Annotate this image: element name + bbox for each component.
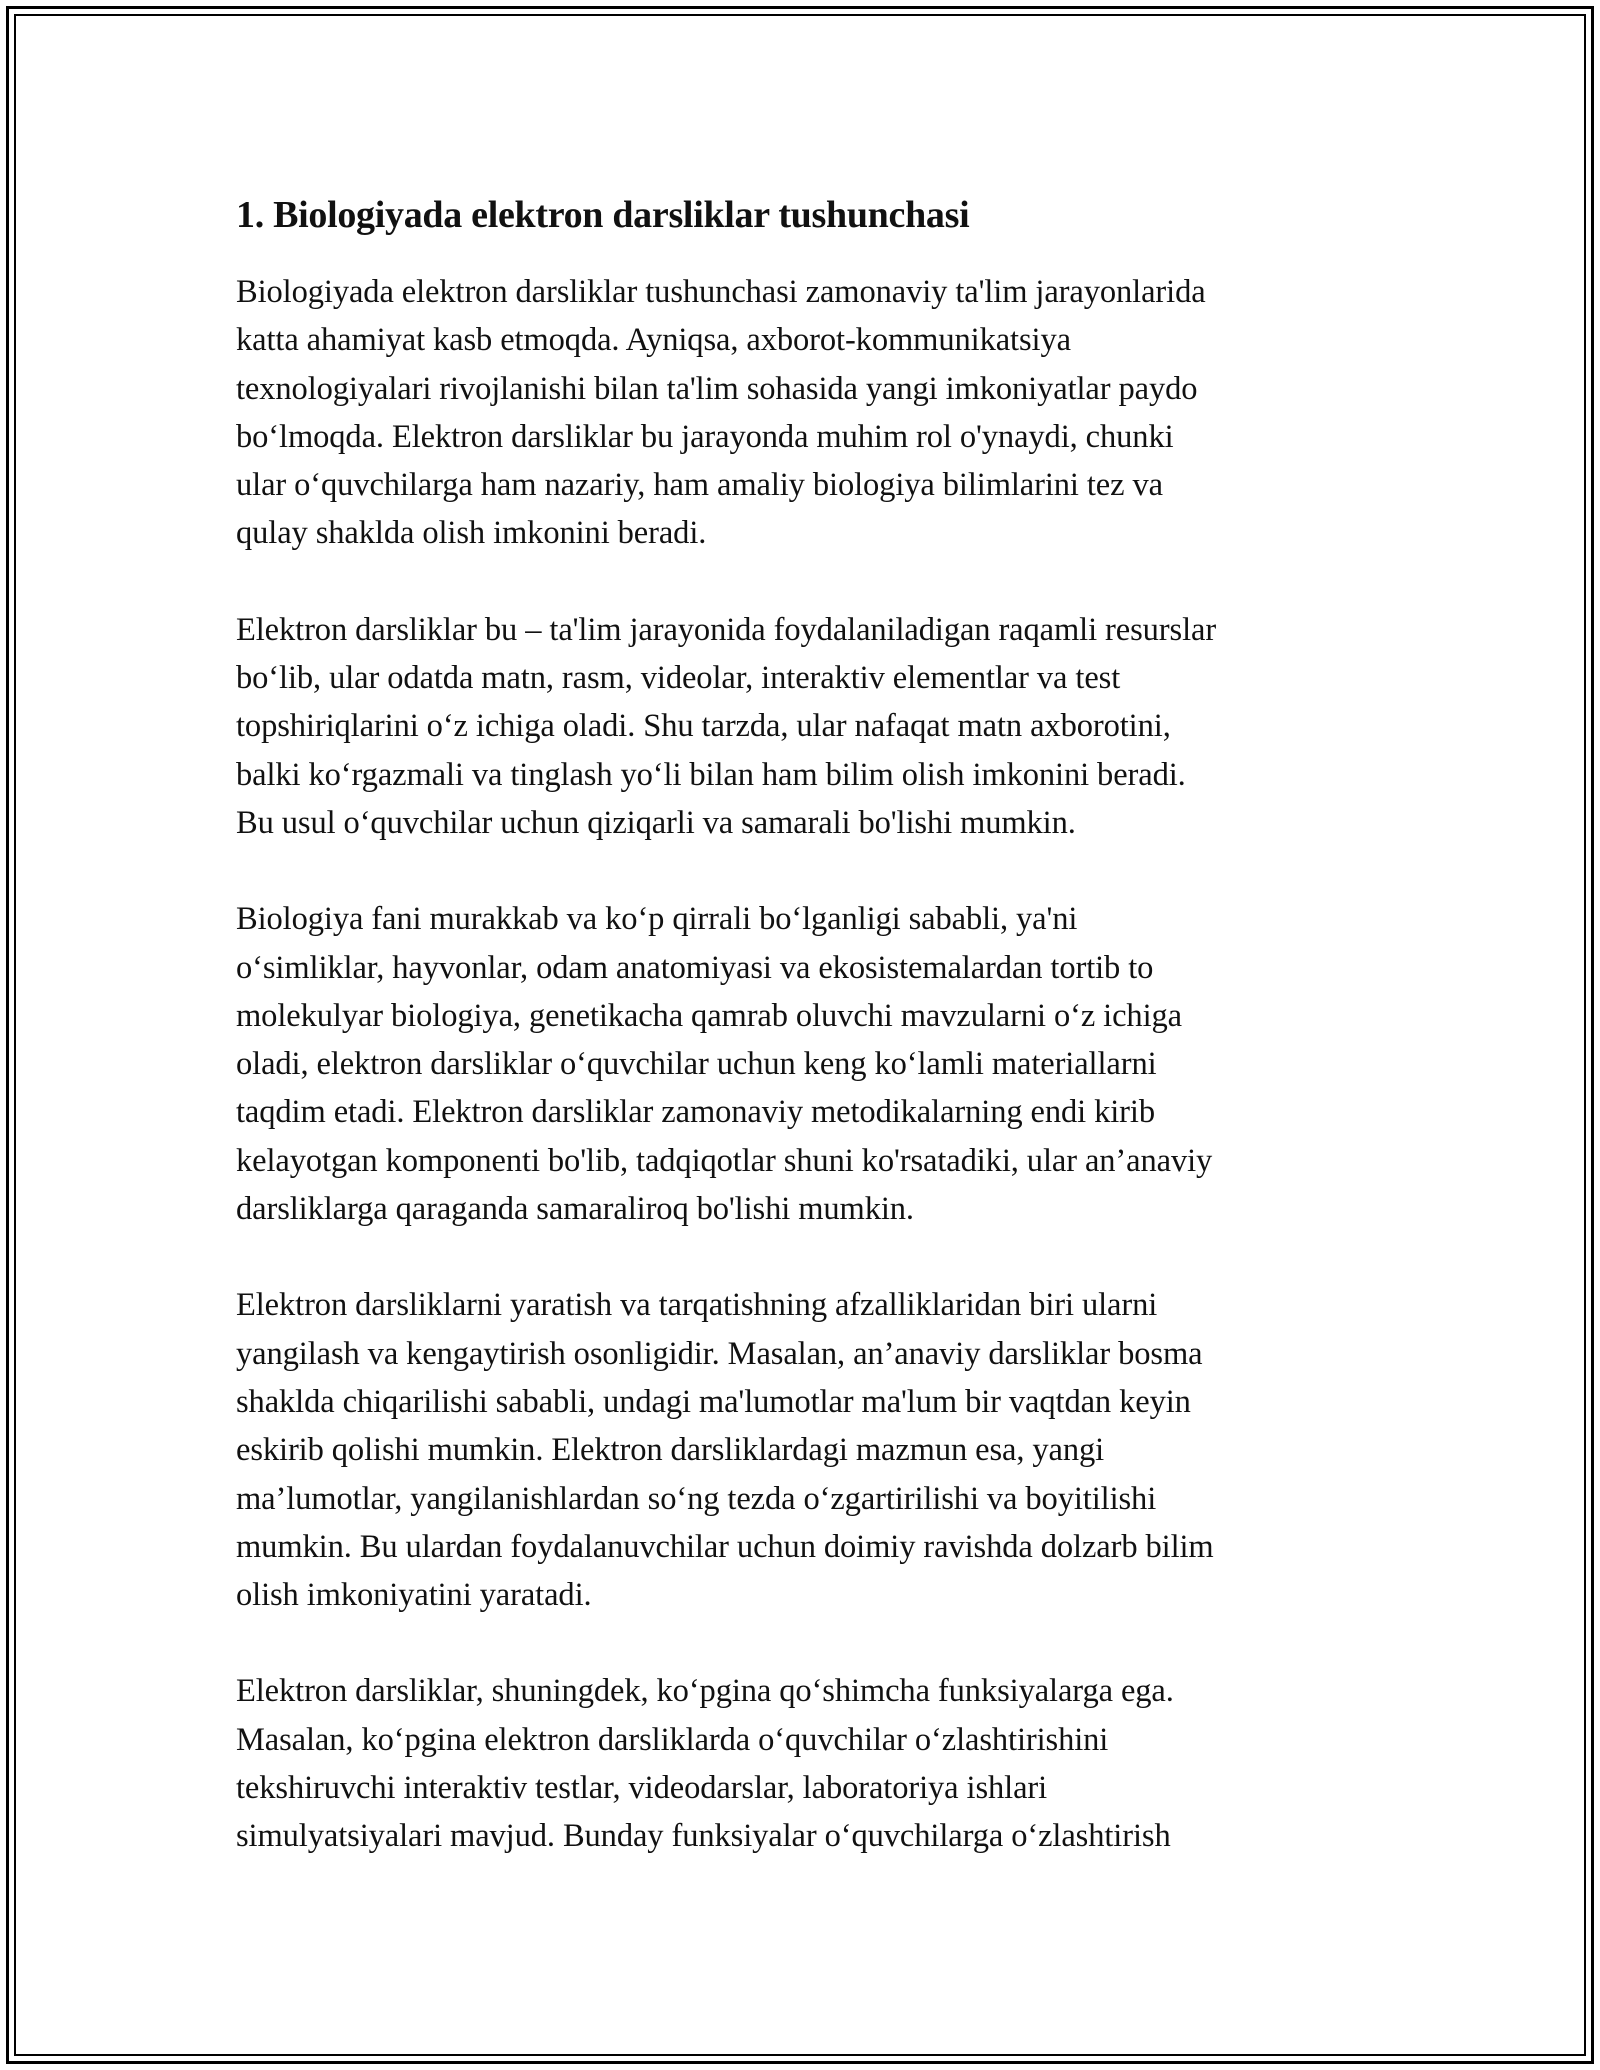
paragraph-3 [236,895,1356,1233]
text-line: kelayotgan komponenti bo'lib, tadqiqotlar shuni ko'rsatadiki, ular an’anaviy [236,1142,1213,1179]
paragraph-5 [236,1667,1356,1860]
document-body [236,184,1356,1861]
section-heading: 1. Biologiyada elektron darsliklar tushunchasi [236,194,970,236]
text-line: mumkin. Bu ulardan foydalanuvchilar uchun doimiy ravishda dolzarb bilim [236,1528,1214,1565]
text-line: topshiriqlarini o‘z ichiga oladi. Shu tarzda, ular nafaqat matn axborotini, [236,708,1171,745]
text-line: Bu usul o‘quvchilar uchun qiziqarli va samarali bo'lishi mumkin. [236,804,1076,841]
paragraph-2 [236,606,1356,847]
text-line: Elektron darsliklar bu – ta'lim jarayonida foydalaniladigan raqamli resurslar [236,611,1217,648]
text-line: qulay shaklda olish imkonini beradi. [236,515,707,552]
text-line: eskirib qolishi mumkin. Elektron darsliklardagi mazmun esa, yangi [236,1432,1105,1469]
text-line: texnologiyalari rivojlanishi bilan ta'lim sohasida yangi imkoniyatlar paydo [236,370,1198,407]
text-line: Elektron darsliklar, shuningdek, ko‘pgina qo‘shimcha funksiyalarga ega. [236,1673,1174,1710]
text-line: simulyatsiyalari mavjud. Bunday funksiyalar o‘quvchilarga o‘zlashtirish [236,1818,1171,1855]
text-line: ular o‘quvchilarga ham nazariy, ham amaliy biologiya bilimlarini tez va [236,467,1163,504]
text-line: balki ko‘rgazmali va tinglash yo‘li bilan ham bilim olish imkonini beradi. [236,756,1186,793]
text-line: katta ahamiyat kasb etmoqda. Ayniqsa, axborot-kommunikatsiya [236,322,1071,359]
text-line: molekulyar biologiya, genetikacha qamrab oluvchi mavzularni o‘z ichiga [236,997,1182,1034]
text-line: bo‘lib, ular odatda matn, rasm, videolar, interaktiv elementlar va test [236,660,1121,697]
text-line: tekshiruvchi interaktiv testlar, videodarslar, laboratoriya ishlari [236,1770,1048,1807]
text-line: shaklda chiqarilishi sababli, undagi ma'lumotlar ma'lum bir vaqtdan keyin [236,1383,1191,1420]
text-line: bo‘lmoqda. Elektron darsliklar bu jarayonda muhim rol o'ynaydi, chunki [236,418,1174,455]
text-line: o‘simliklar, hayvonlar, odam anatomiyasi va ekosistemalardan tortib to [236,949,1154,986]
text-line: oladi, elektron darsliklar o‘quvchilar uchun keng ko‘lamli materiallarni [236,1046,1157,1083]
text-line: darsliklarga qaraganda samaraliroq bo'lishi mumkin. [236,1191,914,1228]
paragraph-4 [236,1281,1356,1619]
text-line: Biologiyada elektron darsliklar tushunchasi zamonaviy ta'lim jarayonlarida [236,274,1206,310]
text-line: yangilash va kengaytirish osonligidir. Masalan, an’anaviy darsliklar bosma [236,1335,1203,1372]
text-line: Masalan, ko‘pgina elektron darsliklarda o‘quvchilar o‘zlashtirishini [236,1721,1109,1758]
text-line: olish imkoniyatini yaratadi. [236,1577,592,1614]
paragraph-1 [236,268,1356,558]
text-line: ma’lumotlar, yangilanishlardan so‘ng tezda o‘zgartirilishi va boyitilishi [236,1480,1157,1517]
text-line: taqdim etadi. Elektron darsliklar zamonaviy metodikalarning endi kirib [236,1094,1155,1131]
text-line: Biologiya fani murakkab va ko‘p qirrali bo‘lganligi sababli, ya'ni [236,901,1078,938]
text-line: Elektron darsliklarni yaratish va tarqatishning afzalliklaridan biri ularni [236,1287,1158,1324]
